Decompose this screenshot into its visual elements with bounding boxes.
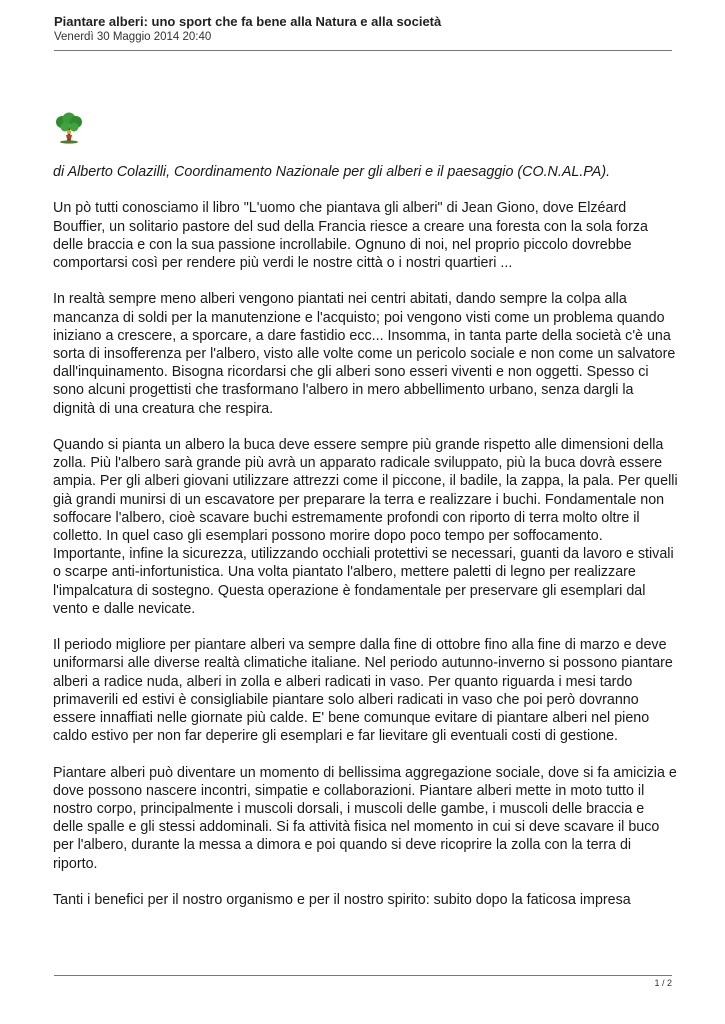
article-paragraph: Piantare alberi può diventare un momento di bellissima aggregazione sociale, dove si fa amicizia e dove possono nascere incontri, simpatie e collaborazioni. Piantare alberi mette in moto tutto il nostro corpo, principalmente i muscoli dorsali, i muscoli delle gambe, i muscoli delle braccia e delle spalle e gli stessi addominali. Si fa attività fisica nel momento in cui si deve scavare il buco per l'albero, durante la messa a dimora e poi quando si deve ricoprire la zolla con la terra di riporto. — [53, 764, 677, 872]
footer-divider — [54, 975, 672, 976]
header-divider — [54, 50, 672, 51]
page-number: 1 / 2 — [654, 978, 672, 988]
article-byline: di Alberto Colazilli, Coordinamento Nazionale per gli alberi e il paesaggio (CO.N.AL.PA). — [53, 164, 611, 180]
page-title: Piantare alberi: uno sport che fa bene alla Natura e alla società — [54, 14, 442, 29]
publish-date: Venerdì 30 Maggio 2014 20:40 — [54, 31, 212, 43]
article-body — [53, 163, 678, 927]
article-paragraph: Tanti i benefici per il nostro organismo e per il nostro spirito: subito dopo la faticosa impresa — [53, 892, 631, 909]
page-header — [54, 13, 672, 45]
article-paragraph: Un pò tutti conosciamo il libro "L'uomo che piantava gli alberi" di Jean Giono, dove Elzéard Bouffier, un solitario pastore del sud della Francia riesce a creare una foresta con la sola forza delle braccia e con la sua passione incrollabile. Ognuno di noi, nel proprio piccolo dovrebbe comportarsi così per rendere più verdi le nostre città o i nostri quartieri ... — [53, 200, 648, 271]
article-paragraph: Quando si pianta un albero la buca deve essere sempre più grande rispetto alle dimensioni della zolla. Più l'albero sarà grande più avrà un apparato radicale sviluppato, più la buca dovrà essere ampia. Per gli alberi giovani utilizzare attrezzi come il piccone, il badile, la zappa, la pala. Per quelli già grandi munirsi di un escavatore per preparare la terra e realizzare i buchi. Fondamentale non soffocare l'albero, cioè scavare buchi estremamente profondi con riporto di terra molto oltre il colletto. In quel caso gli esemplari possono morire dopo poco tempo per soffocamento. Importante, infine la sicurezza, utilizzando occhiali protettivi se necessari, guanti da lavoro e stivali o scarpe anti-infortunistica. Una volta piantato l'albero, mettere paletti di legno per realizzare l'impalcatura di sostegno. Questa operazione è fondamentale per preservare gli esemplari dal vento e dalle nevicate. — [53, 437, 678, 617]
article-paragraph: In realtà sempre meno alberi vengono piantati nei centri abitati, dando sempre la colpa alla mancanza di soldi per la manutenzione e l'acquisto; poi vengono visti come un problema quando iniziano a crescere, a sporcare, a dare fastidio ecc... Insomma, in tanta parte della società c'è una sorta di insofferenza per l'albero, visto alle volte come un pericolo sociale e non come un salvatore dall'inquinamento. Bisogna ricordarsi che gli alberi sono esseri viventi e non oggetti. Spesso ci sono alcuni progettisti che trasformano l'albero in mero abbellimento urbano, senza dargli la dignità di una creatura che respira. — [53, 291, 676, 417]
tree-logo-icon — [53, 112, 85, 144]
article-paragraph: Il periodo migliore per piantare alberi va sempre dalla fine di ottobre fino alla fine di marzo e deve uniformarsi alle diverse realtà climatiche italiane. Nel periodo autunno-inverno si possono piantare alberi a radice nuda, alberi in zolla e alberi radicati in vaso. Per quanto riguarda i mesi tardo primaverili ed estivi è consigliabile piantare solo alberi radicati in vaso che poi però dovranno essere innaffiati nelle giornate più calde. E' bene comunque evitare di piantare alberi nel pieno caldo estivo per non far deperire gli esemplari e far lievitare gli eventuali costi di gestione. — [53, 637, 673, 745]
